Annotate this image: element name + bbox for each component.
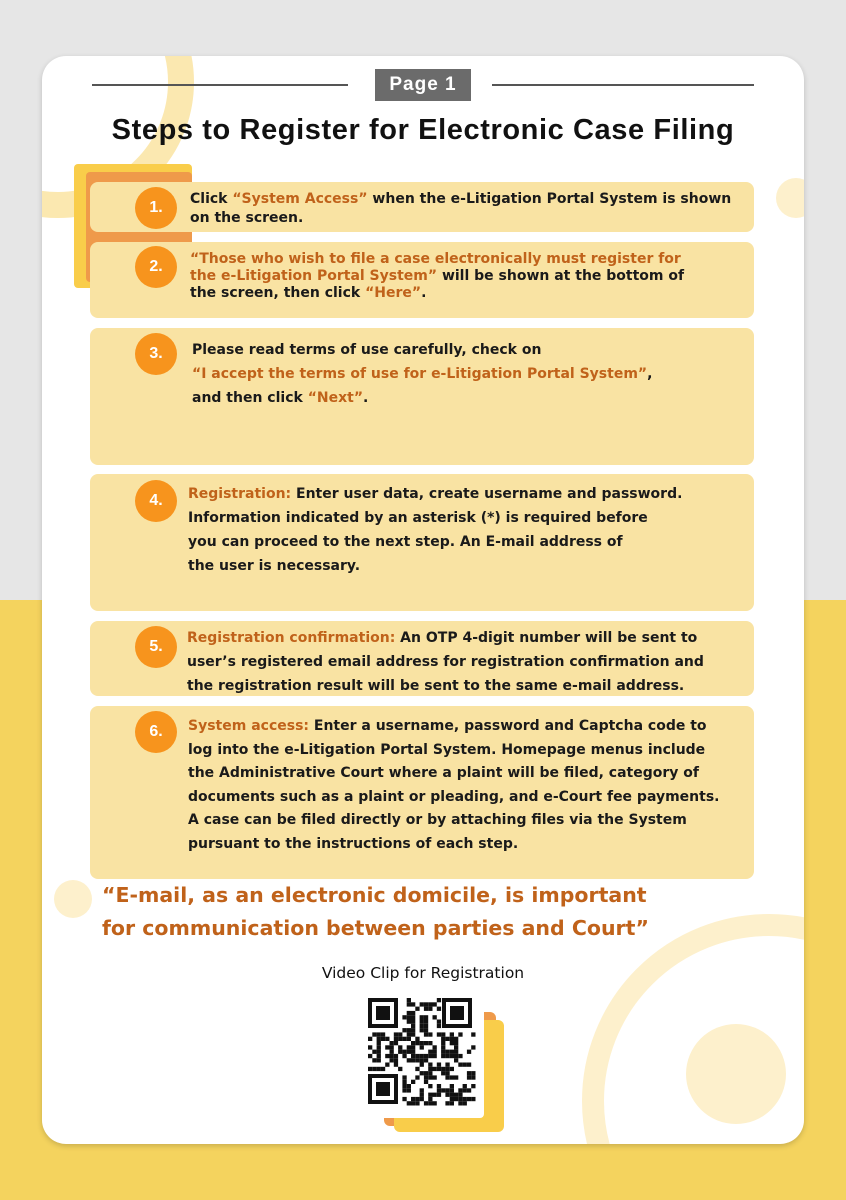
step-text-segment: Enter a username, password and Captcha code to log into the e-Litigation Portal System. Homepage menus include the Administrative Court where a plaint will be filed, category of documents such as a plaint or pleading, and e-Court fee payments. A case can be filed directly or by attaching files via the System pursuant to the instructions of each step. xyxy=(188,718,720,852)
step-number-badge: 4. xyxy=(135,480,177,522)
video-clip-label: Video Clip for Registration xyxy=(321,964,525,982)
step-4-text xyxy=(188,482,682,578)
step-2-box xyxy=(90,242,754,318)
document-card xyxy=(42,56,804,1144)
header-divider-left xyxy=(92,84,348,86)
step-1-box xyxy=(90,182,754,232)
email-importance-quote: “E-mail, as an electronic domicile, is important for communication between parties and Court” xyxy=(102,883,649,940)
step-number-badge: 6. xyxy=(135,711,177,753)
highlighted-text: Registration confirmation: xyxy=(187,630,396,646)
decorative-dot xyxy=(686,1024,786,1124)
step-6-text xyxy=(188,715,720,856)
highlighted-text: “I accept the terms of use for e-Litigation Portal System” xyxy=(192,366,648,382)
highlighted-text: Registration: xyxy=(188,486,292,502)
step-3-box xyxy=(90,328,754,465)
qr-code[interactable] xyxy=(360,994,484,1118)
step-text-segment: . xyxy=(421,285,427,301)
decorative-dot xyxy=(54,880,92,918)
step-number-badge: 2. xyxy=(135,246,177,288)
header-divider-right xyxy=(492,84,754,86)
highlighted-text: “Next” xyxy=(307,390,364,406)
step-number-badge: 3. xyxy=(135,333,177,375)
step-text-segment: . xyxy=(363,390,369,406)
decorative-dot xyxy=(776,178,804,218)
step-number-badge: 5. xyxy=(135,626,177,668)
step-text-segment: An OTP 4-digit number will be sent to user’s registered email address for registration confirmation and the registration result will be sent to the same e-mail address. xyxy=(187,630,704,694)
step-text-segment: , and then click xyxy=(192,366,653,406)
step-text-segment: Please read terms of use carefully, check on xyxy=(192,342,542,358)
step-number-badge: 1. xyxy=(135,187,177,229)
qr-code-icon xyxy=(360,994,484,1118)
highlighted-text: “System Access” xyxy=(232,191,368,207)
step-1-text xyxy=(190,190,731,227)
step-text-segment: will be shown at the bottom of the screen, then click xyxy=(190,268,685,301)
step-5-text xyxy=(187,626,704,698)
step-5-box xyxy=(90,621,754,696)
highlighted-text: “Those who wish to file a case electronically must register for the e-Litigation Portal System” xyxy=(190,251,681,284)
step-4-box xyxy=(90,474,754,611)
step-2-text xyxy=(190,251,684,302)
step-6-box xyxy=(90,706,754,879)
page-number-badge: Page 1 xyxy=(375,69,471,101)
highlighted-text: “Here” xyxy=(365,285,422,301)
page-title: Steps to Register for Electronic Case Filing xyxy=(111,114,735,146)
step-text-segment: Enter user data, create username and password. Information indicated by an asterisk (*) is required before you can proceed to the next step. An E-mail address of the user is necessary. xyxy=(188,486,683,574)
highlighted-text: System access: xyxy=(188,718,309,734)
step-3-text xyxy=(192,338,652,410)
step-text-segment: Click xyxy=(190,191,233,207)
step-text-segment: when the e-Litigation Portal System is shown on the screen. xyxy=(190,191,732,226)
